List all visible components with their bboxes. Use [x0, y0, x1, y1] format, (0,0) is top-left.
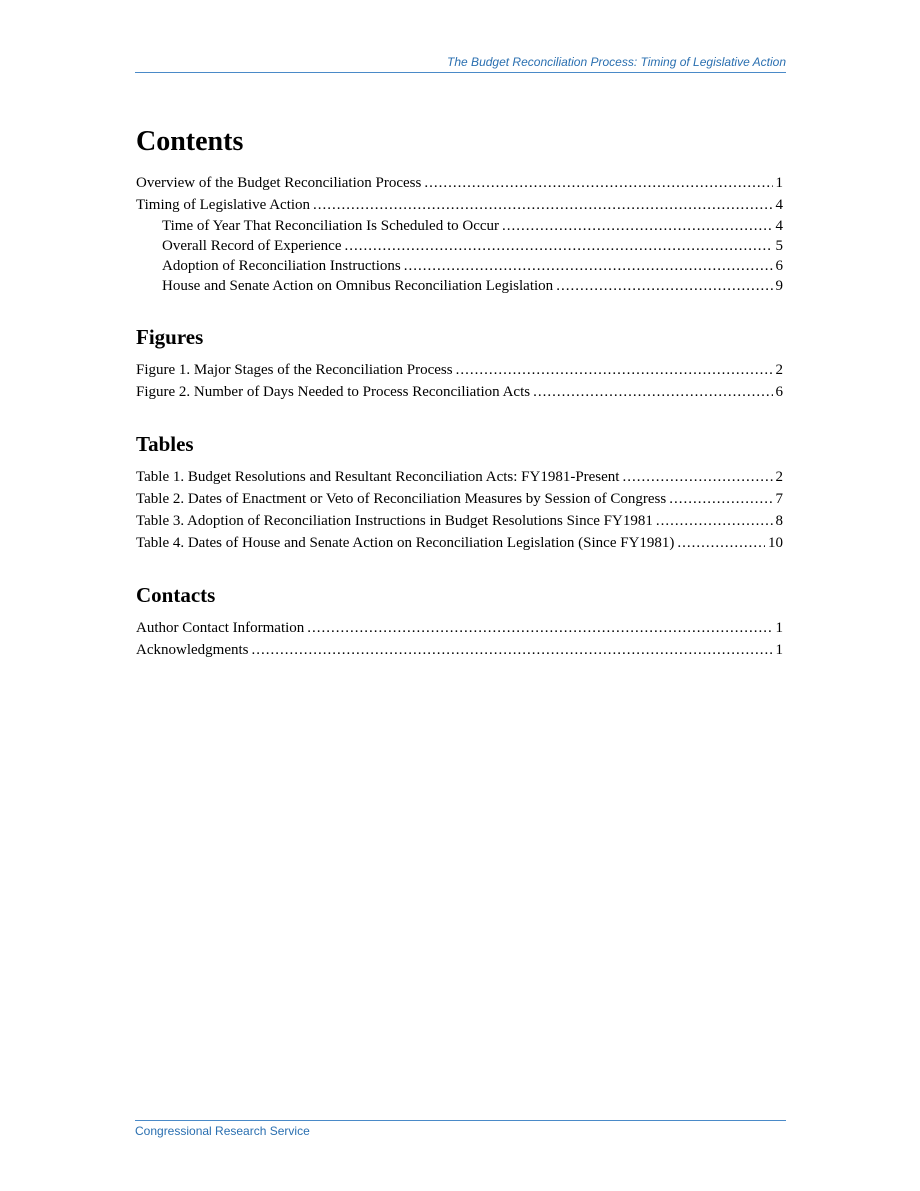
toc-entry[interactable]: [136, 194, 783, 216]
toc-entry-page: 10: [768, 535, 783, 551]
table-of-contents: [136, 126, 783, 661]
dot-leader: [424, 172, 772, 194]
section-spacer: [136, 554, 783, 582]
section-spacer: [136, 403, 783, 431]
toc-entry[interactable]: [136, 359, 783, 381]
toc-entry[interactable]: [136, 532, 783, 554]
toc-entry[interactable]: [136, 639, 783, 661]
toc-entry-title: Author Contact Information: [136, 620, 305, 636]
contents-list: [136, 172, 783, 296]
page-footer: Congressional Research Service: [135, 1120, 786, 1138]
dot-leader: [456, 359, 773, 381]
toc-entry-page: 1: [775, 620, 783, 636]
toc-entry-title: Timing of Legislative Action: [136, 197, 311, 213]
toc-entry-page: 2: [775, 469, 783, 485]
dot-leader: [345, 236, 773, 256]
toc-entry-page: 4: [775, 218, 783, 234]
contacts-list: [136, 617, 783, 661]
toc-entry-title: Acknowledgments: [136, 642, 249, 658]
toc-entry-page: 6: [775, 384, 783, 400]
toc-entry-title: Table 3. Adoption of Reconciliation Instructions in Budget Resolutions Since FY1981: [136, 513, 653, 529]
toc-entry-page: 9: [775, 278, 783, 294]
toc-entry-page: 8: [775, 513, 783, 529]
figures-heading: Figures: [136, 325, 204, 349]
toc-entry-page: 1: [775, 642, 783, 658]
toc-entry[interactable]: [136, 510, 783, 532]
running-header: The Budget Reconciliation Process: Timing of Legislative Action: [135, 55, 786, 73]
toc-entry-title: Table 4. Dates of House and Senate Action on Reconciliation Legislation (Since FY1981): [136, 535, 675, 551]
tables-list: [136, 466, 783, 554]
toc-entry-page: 7: [775, 491, 783, 507]
toc-entry-title: Time of Year That Reconciliation Is Scheduled to Occur: [162, 218, 500, 234]
toc-entry-page: 1: [775, 175, 783, 191]
toc-entry[interactable]: [136, 466, 783, 488]
toc-entry-page: 6: [775, 258, 783, 274]
dot-leader: [313, 194, 772, 216]
toc-entry-page: 4: [775, 197, 783, 213]
dot-leader: [307, 617, 772, 639]
toc-entry-title: Figure 2. Number of Days Needed to Process Reconciliation Acts: [136, 384, 531, 400]
section-spacer: [136, 296, 783, 324]
toc-entry-title: Overview of the Budget Reconciliation Process: [136, 175, 422, 191]
toc-subentry[interactable]: [136, 276, 783, 296]
toc-entry-title: Table 2. Dates of Enactment or Veto of Reconciliation Measures by Session of Congress: [136, 491, 667, 507]
contents-heading: Contents: [136, 126, 244, 157]
dot-leader: [251, 639, 772, 661]
toc-entry[interactable]: [136, 381, 783, 403]
contacts-heading: Contacts: [136, 583, 216, 607]
dot-leader: [502, 216, 772, 236]
toc-entry-title: Adoption of Reconciliation Instructions: [162, 258, 401, 274]
dot-leader: [404, 256, 773, 276]
tables-heading: Tables: [136, 432, 194, 456]
dot-leader: [533, 381, 772, 403]
dot-leader: [556, 276, 772, 296]
toc-entry-title: Overall Record of Experience: [162, 238, 342, 254]
toc-entry-page: 2: [775, 362, 783, 378]
toc-entry[interactable]: [136, 172, 783, 194]
toc-subentry[interactable]: [136, 236, 783, 256]
toc-entry-title: House and Senate Action on Omnibus Reconciliation Legislation: [162, 278, 554, 294]
toc-subentry[interactable]: [136, 216, 783, 236]
dot-leader: [677, 532, 765, 554]
toc-entry[interactable]: [136, 617, 783, 639]
toc-subentry[interactable]: [136, 256, 783, 276]
toc-entry-title: Table 1. Budget Resolutions and Resultant Reconciliation Acts: FY1981-Present: [136, 469, 620, 485]
figures-list: [136, 359, 783, 403]
dot-leader: [669, 488, 772, 510]
dot-leader: [622, 466, 772, 488]
toc-entry-page: 5: [775, 238, 783, 254]
toc-entry[interactable]: [136, 488, 783, 510]
toc-entry-title: Figure 1. Major Stages of the Reconciliation Process: [136, 362, 453, 378]
dot-leader: [656, 510, 773, 532]
